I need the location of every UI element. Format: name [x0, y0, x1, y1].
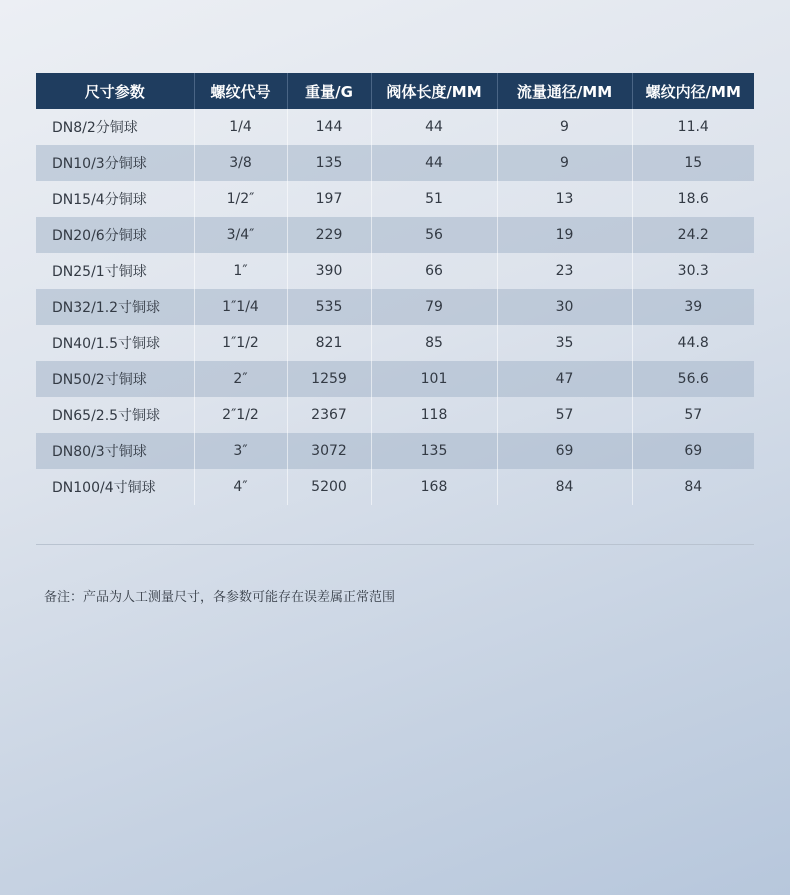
- header-weight: 重量/G: [287, 73, 371, 109]
- table-row: [36, 253, 754, 289]
- table-row: [36, 469, 754, 505]
- cell-thread-inner-diameter: 30.3: [677, 263, 709, 279]
- cell-flow-bore: 13: [497, 181, 632, 217]
- cell-weight: 1259: [287, 361, 371, 397]
- spec-table: [36, 73, 754, 505]
- cell-thread-inner-diameter: 18.6: [677, 191, 709, 207]
- cell-thread-code: 1/2″: [194, 181, 287, 217]
- cell-thread-inner-diameter: 44.8: [677, 335, 709, 351]
- table-header: [36, 73, 754, 109]
- cell-size: DN80/3寸铜球: [36, 433, 194, 469]
- cell-weight: 535: [287, 289, 371, 325]
- cell-flow-bore: 19: [497, 217, 632, 253]
- cell-flow-bore: 9: [497, 109, 632, 145]
- cell-weight: 3072: [287, 433, 371, 469]
- cell-thread-code: 1″: [194, 253, 287, 289]
- spec-sheet: [36, 73, 754, 505]
- cell-thread-code: 3″: [194, 433, 287, 469]
- table-row: [36, 433, 754, 469]
- cell-thread-inner-diameter: 69: [632, 433, 754, 469]
- cell-flow-bore: 35: [497, 325, 632, 361]
- cell-thread-inner-diameter: 24.2: [632, 217, 754, 253]
- table-row: [36, 217, 754, 253]
- cell-body-length: 85: [371, 325, 497, 361]
- cell-size: DN100/4寸铜球: [36, 469, 194, 505]
- cell-body-length: 44: [371, 109, 497, 145]
- cell-weight: 5200: [287, 469, 371, 505]
- cell-body-length: 56: [371, 217, 497, 253]
- cell-size: DN8/2分铜球: [36, 109, 194, 145]
- table-row: [36, 181, 754, 217]
- header-thread-inner-diameter: 螺纹内径/MM: [632, 73, 754, 109]
- cell-thread-inner-diameter: 11.4: [677, 119, 709, 135]
- cell-body-length: 79: [371, 289, 497, 325]
- cell-size: DN15/4分铜球: [36, 181, 194, 217]
- cell-flow-bore: 23: [497, 253, 632, 289]
- cell-weight: 821: [287, 325, 371, 361]
- cell-thread-inner-diameter: 84: [684, 479, 703, 495]
- cell-body-length: 135: [371, 433, 497, 469]
- cell-body-length: 168: [371, 469, 497, 505]
- cell-flow-bore: 9: [497, 145, 632, 181]
- header-row: [36, 73, 754, 109]
- cell-flow-bore: 69: [497, 433, 632, 469]
- cell-flow-bore: 84: [497, 469, 632, 505]
- cell-thread-inner-diameter: 15: [632, 145, 754, 181]
- cell-body-length: 44: [371, 145, 497, 181]
- cell-weight: 2367: [287, 397, 371, 433]
- footnote: 备注：产品为人工测量尺寸，各参数可能存在误差属正常范围: [44, 590, 396, 605]
- cell-size: DN65/2.5寸铜球: [36, 397, 194, 433]
- divider: [36, 544, 754, 545]
- cell-flow-bore: 30: [497, 289, 632, 325]
- cell-thread-code: 3/4″: [194, 217, 287, 253]
- header-body-length: 阀体长度/MM: [371, 73, 497, 109]
- cell-size: DN32/1.2寸铜球: [36, 289, 194, 325]
- cell-thread-code: 1″1/2: [194, 325, 287, 361]
- cell-size: DN40/1.5寸铜球: [36, 325, 194, 361]
- cell-size: DN10/3分铜球: [36, 145, 194, 181]
- table-row: [36, 397, 754, 433]
- cell-thread-code: 1/4: [194, 109, 287, 145]
- cell-body-length: 101: [371, 361, 497, 397]
- table-row: [36, 289, 754, 325]
- cell-thread-inner-diameter: 57: [684, 407, 703, 423]
- cell-size: DN20/6分铜球: [36, 217, 194, 253]
- cell-weight: 229: [287, 217, 371, 253]
- table-row: [36, 109, 754, 145]
- cell-thread-code: 3/8: [194, 145, 287, 181]
- header-size: 尺寸参数: [36, 73, 194, 109]
- cell-thread-code: 1″1/4: [194, 289, 287, 325]
- cell-thread-inner-diameter: 56.6: [632, 361, 754, 397]
- cell-body-length: 66: [371, 253, 497, 289]
- cell-weight: 197: [287, 181, 371, 217]
- cell-weight: 144: [287, 109, 371, 145]
- cell-body-length: 118: [371, 397, 497, 433]
- cell-size: DN25/1寸铜球: [36, 253, 194, 289]
- cell-flow-bore: 47: [497, 361, 632, 397]
- cell-body-length: 51: [371, 181, 497, 217]
- cell-thread-code: 4″: [194, 469, 287, 505]
- header-flow-bore: 流量通径/MM: [497, 73, 632, 109]
- table-row: [36, 145, 754, 181]
- table-row: [36, 325, 754, 361]
- cell-weight: 135: [287, 145, 371, 181]
- cell-size: DN50/2寸铜球: [36, 361, 194, 397]
- table-row: [36, 361, 754, 397]
- cell-flow-bore: 57: [497, 397, 632, 433]
- table-body: [36, 109, 754, 505]
- cell-thread-code: 2″1/2: [194, 397, 287, 433]
- cell-weight: 390: [287, 253, 371, 289]
- header-thread-code: 螺纹代号: [194, 73, 287, 109]
- cell-thread-code: 2″: [194, 361, 287, 397]
- cell-thread-inner-diameter: 39: [632, 289, 754, 325]
